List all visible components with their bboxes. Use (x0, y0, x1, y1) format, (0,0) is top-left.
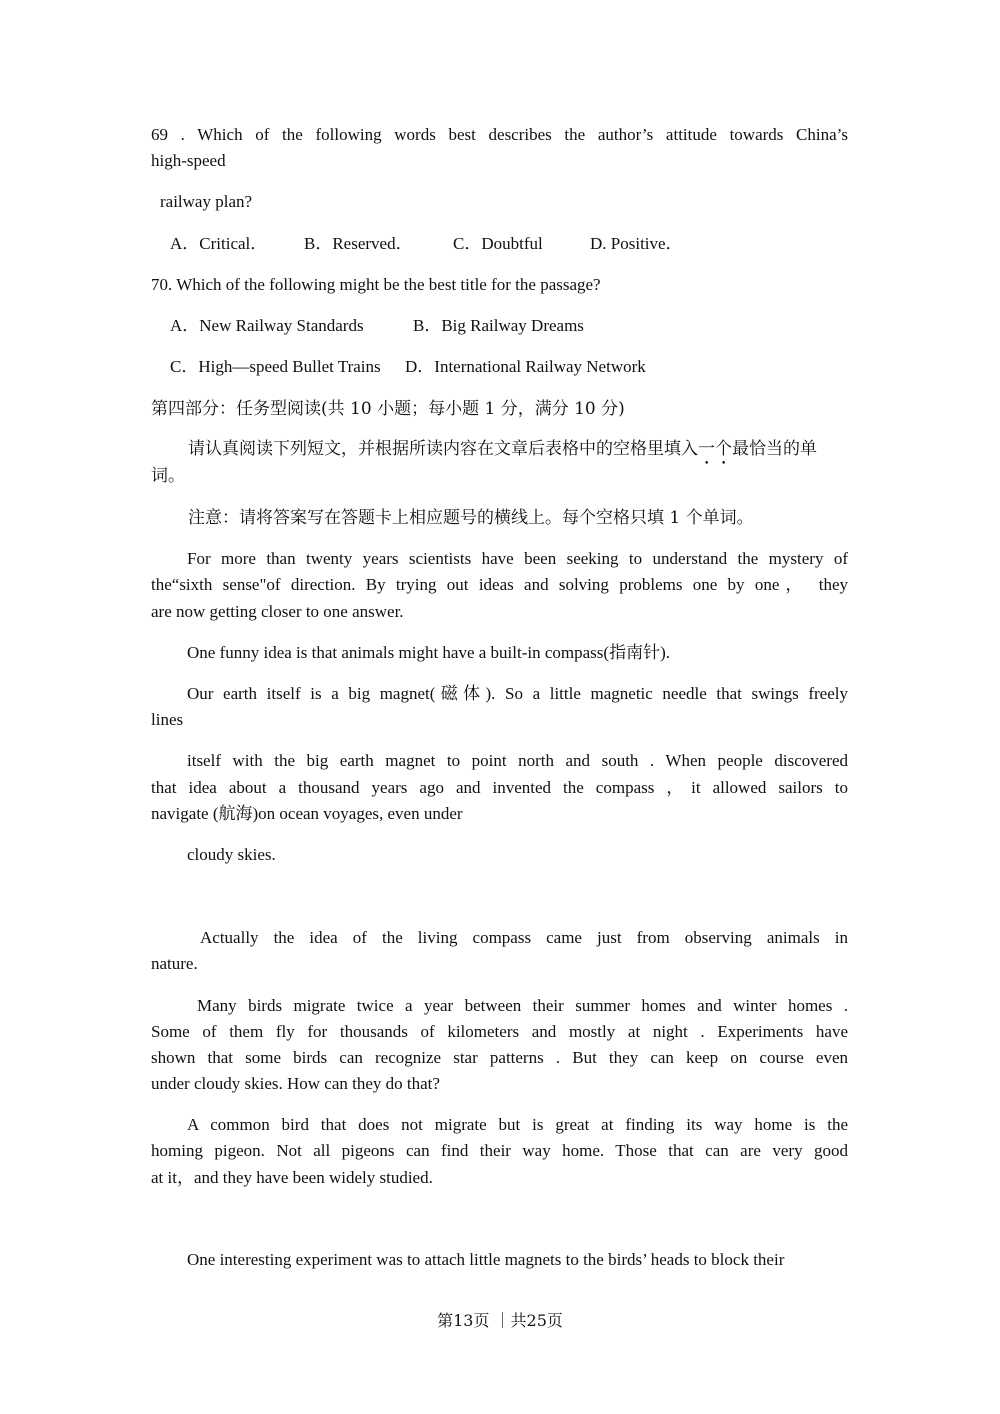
passage-p6-line2: nature. (151, 954, 198, 973)
passage-p3-line1: Our earth itself is a big magnet(磁体). So a little magnetic needle that swings freely (187, 684, 848, 703)
passage-p7-line1: Many birds migrate twice a year between their summer homes and winter homes . (197, 996, 848, 1015)
q70-option-d: D．International Railway Network (405, 357, 646, 376)
page-number-footer: 第13页 ｜共25页 (437, 1311, 563, 1330)
passage-p2: One funny idea is that animals might have a built-in compass(指南针). (187, 643, 670, 662)
passage-p5: cloudy skies. (187, 845, 276, 864)
q70-stem: 70. Which of the following might be the best title for the passage? (151, 275, 601, 294)
instruction-text-post: 最恰当的单 (732, 439, 817, 459)
passage-p1-line3: are now getting closer to one answer. (151, 602, 404, 621)
q69-stem-line3: railway plan? (160, 192, 253, 211)
passage-p7-line2: Some of them fly for thousands of kilometers and mostly at night . Experiments have (151, 1022, 848, 1041)
q70-option-c: C．High—speed Bullet Trains (170, 357, 381, 376)
passage-p4-line3: navigate (航海)on ocean voyages, even under (151, 804, 463, 823)
q70-option-b: B．Big Railway Dreams (413, 316, 584, 335)
q69-option-a: A．Critical． (170, 234, 268, 253)
q70-option-a: A．New Railway Standards (170, 316, 364, 335)
q69-stem-line2: high-speed (151, 151, 226, 170)
instruction-emphasis: 一个 (698, 439, 732, 459)
passage-p1-line2: the“sixth sense"of direction. By trying out ideas and solving problems one by one， they (151, 575, 848, 594)
passage-p8-line3: at it，and they have been widely studied. (151, 1168, 433, 1187)
passage-p4-line2: that idea about a thousand years ago and invented the compass ，it allowed sailors to (151, 778, 848, 797)
passage-p8-line2: homing pigeon. Not all pigeons can find their way home. Those that can are very good (151, 1141, 848, 1160)
q69-stem-line1: 69 . Which of the following words best describes the author’s attitude towards China’s (151, 125, 848, 144)
section-heading: 第四部分：任务型阅读(共 10 小题；每小题 1 分，满分 10 分) (151, 399, 625, 419)
passage-p7-line4: under cloudy skies. How can they do that? (151, 1074, 440, 1093)
passage-p9: One interesting experiment was to attach little magnets to the birds’ heads to block their (187, 1250, 785, 1269)
passage-p4-line1: itself with the big earth magnet to point north and south . When people discovered (187, 751, 848, 770)
passage-p3-line2: lines (151, 710, 184, 729)
passage-p6-line1: Actually the idea of the living compass came just from observing animals in (200, 928, 848, 947)
passage-p7-line3: shown that some birds can recognize star patterns . But they can keep on course even (151, 1048, 848, 1067)
section-instruction-line2: 词。 (151, 466, 185, 486)
section-note: 注意：请将答案写在答题卡上相应题号的横线上。每个空格只填 1 个单词。 (188, 508, 754, 528)
instruction-text-pre: 请认真阅读下列短文，并根据所读内容在文章后表格中的空格里填入 (188, 439, 698, 459)
passage-p8-line1: A common bird that does not migrate but is great at finding its way home is the (187, 1115, 848, 1134)
q69-option-c: C．Doubtful (453, 234, 543, 253)
passage-p1-line1: For more than twenty years scientists have been seeking to understand the mystery of (187, 549, 848, 568)
q69-option-d: D. Positive． (590, 234, 683, 253)
q69-option-b: B．Reserved． (304, 234, 413, 253)
